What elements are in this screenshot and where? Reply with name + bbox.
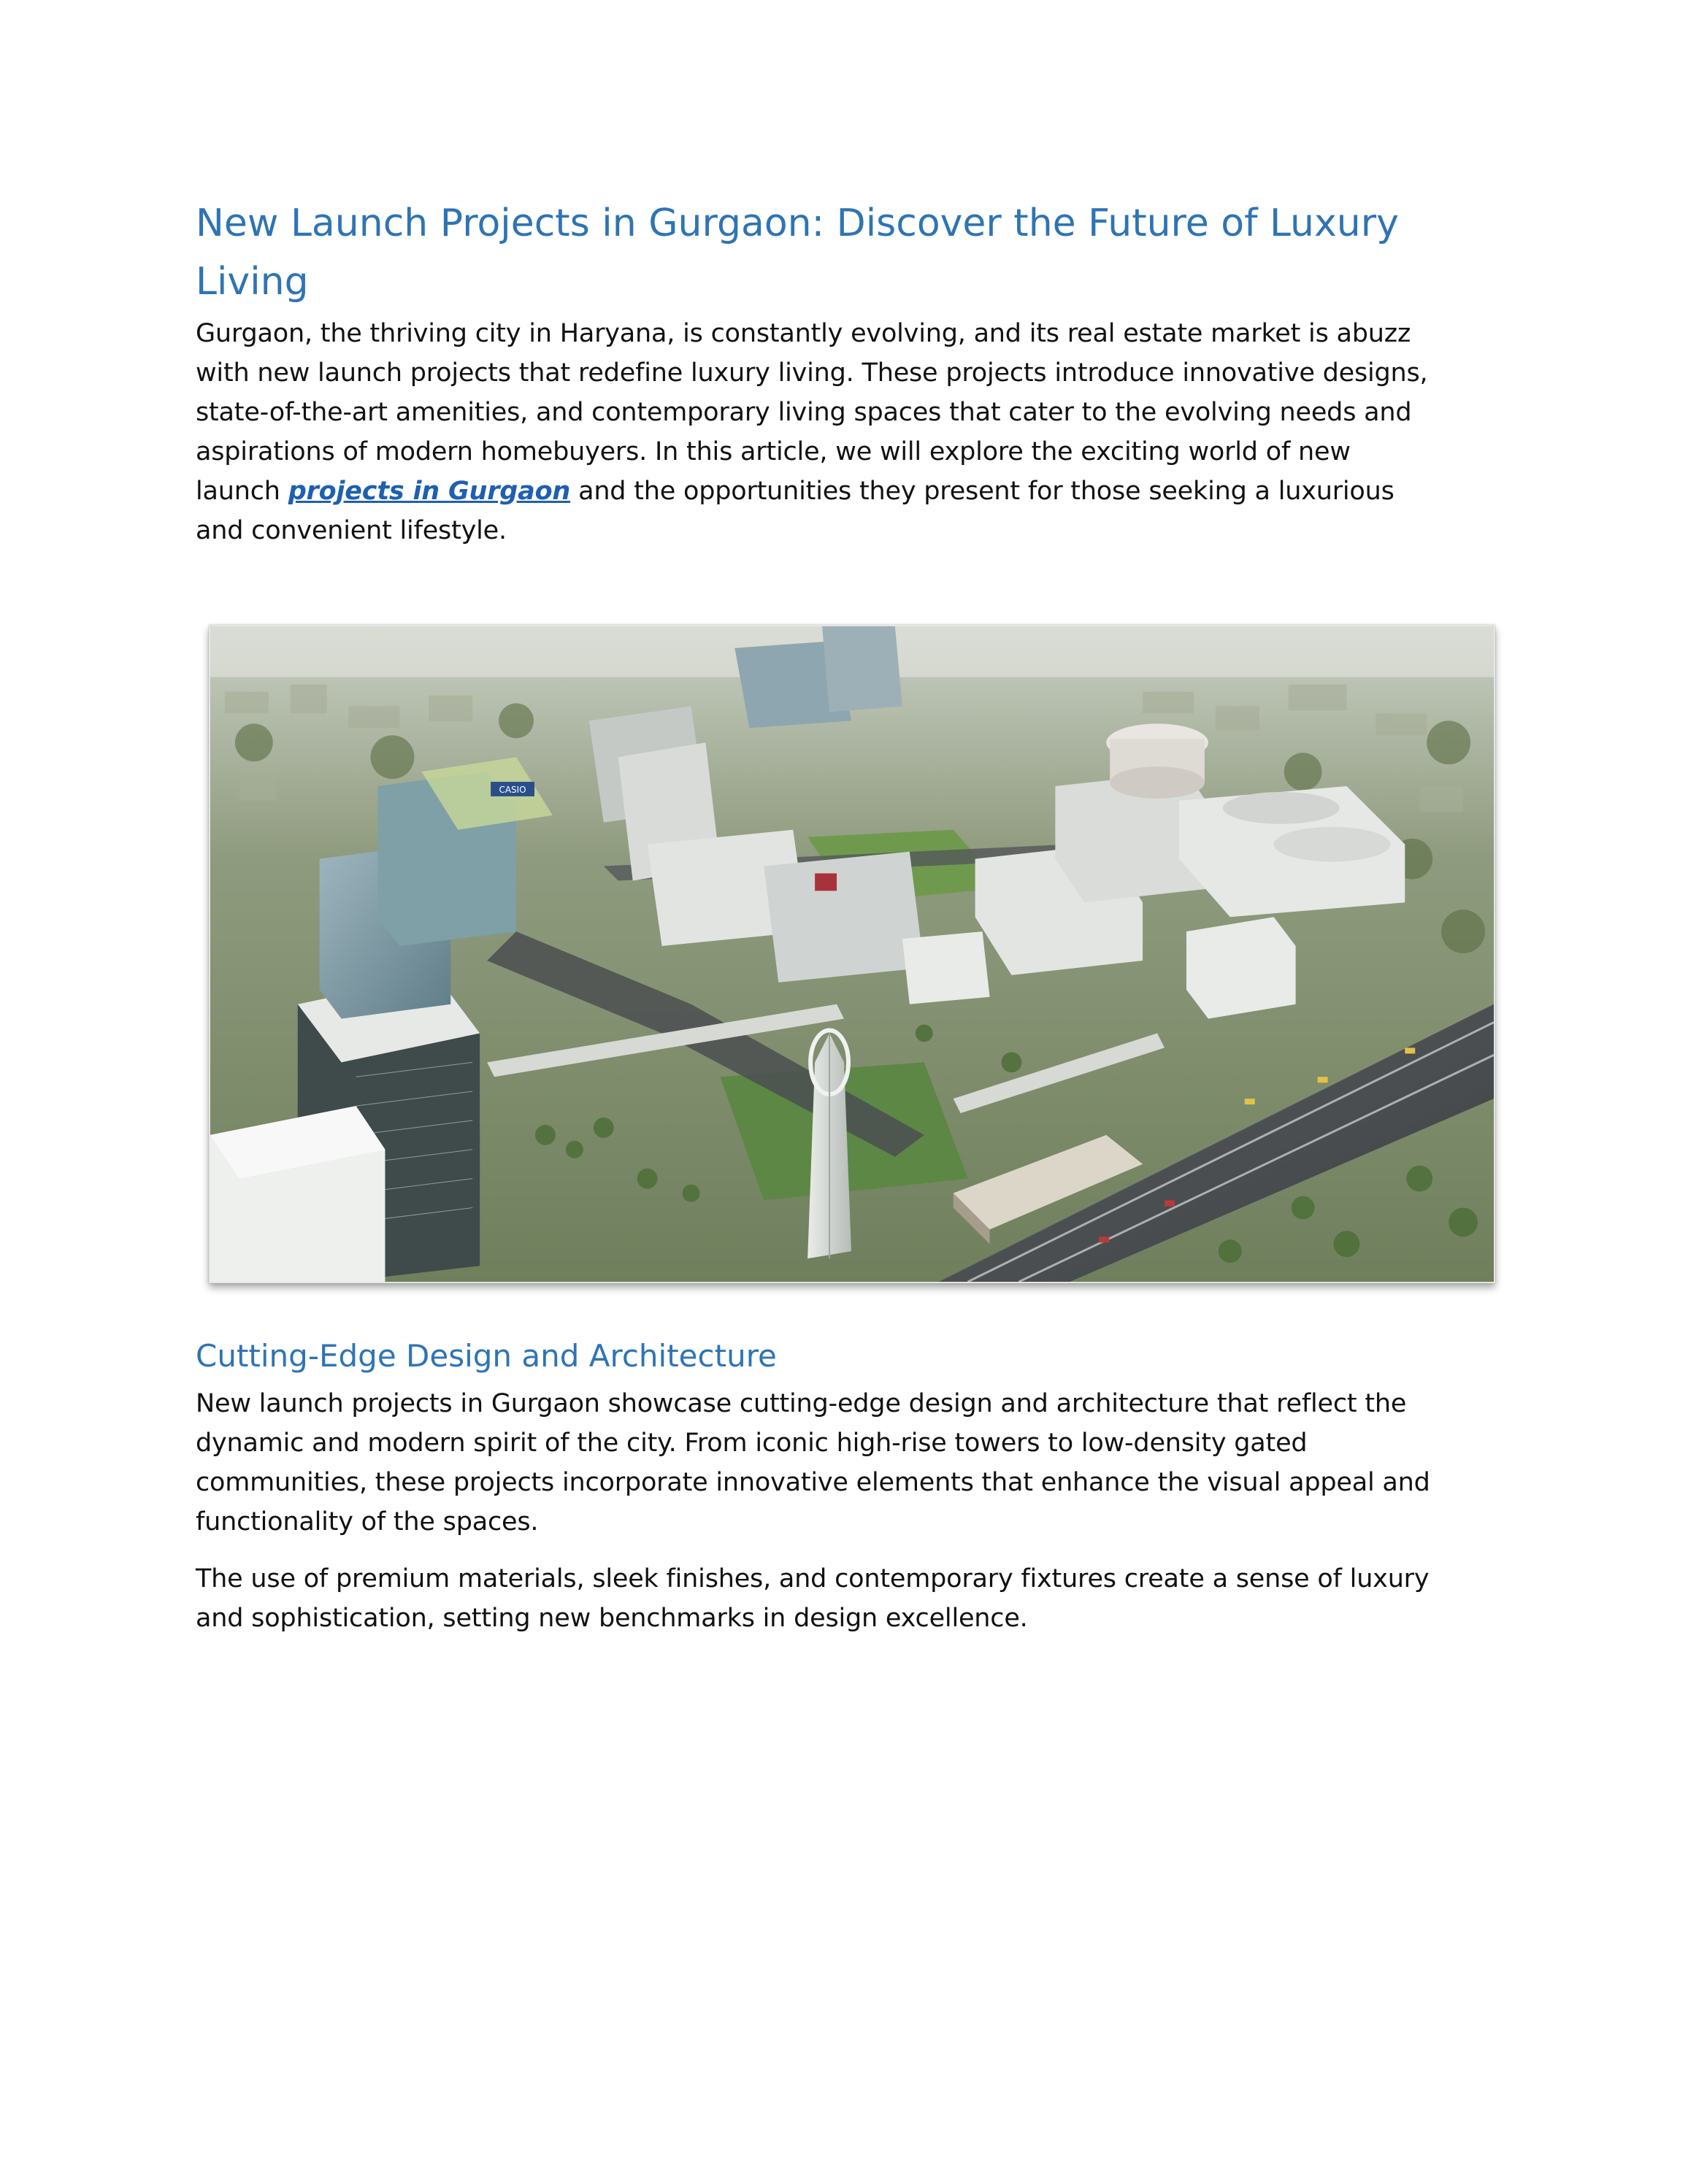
intro-paragraph <box>196 314 1437 550</box>
design-paragraph-1: New launch projects in Gurgaon showcase cutting-edge design and architecture that reflect the dynamic and modern spirit of the city. From iconic high-rise towers to low-density gated communities, these projects incorporate innovative elements that enhance the visual appeal and functionality of the spaces. <box>196 1389 1430 1537</box>
projects-in-gurgaon-link[interactable]: projects in Gurgaon <box>288 477 571 506</box>
aerial-city-rendering <box>210 626 1494 1282</box>
aerial-city-illustration <box>209 625 1495 1283</box>
page-title: New Launch Projects in Gurgaon: Discover the Future of Luxury Living <box>196 201 1399 304</box>
intro-text-before-link: Gurgaon, the thriving city in Haryana, is constantly evolving, and its real estate market is abuzz with new launch projects that redefine luxury living. These projects introduce innovative designs, state-of-the-art amenities, and contemporary living spaces that cater to the evolving needs and aspirations of modern homebuyers. In this article, we will explore the exciting world of new launch <box>196 319 1428 506</box>
design-paragraph-2: The use of premium materials, sleek finishes, and contemporary fixtures create a sense of luxury and sophistication, setting new benchmarks in design excellence. <box>196 1564 1430 1633</box>
casio-sign-label: CASIO <box>499 784 526 795</box>
intro-text-after-link: and the opportunities they present for those seeking a luxurious and convenient lifestyle. <box>196 477 1394 545</box>
section-heading-design: Cutting-Edge Design and Architecture <box>196 1338 777 1374</box>
